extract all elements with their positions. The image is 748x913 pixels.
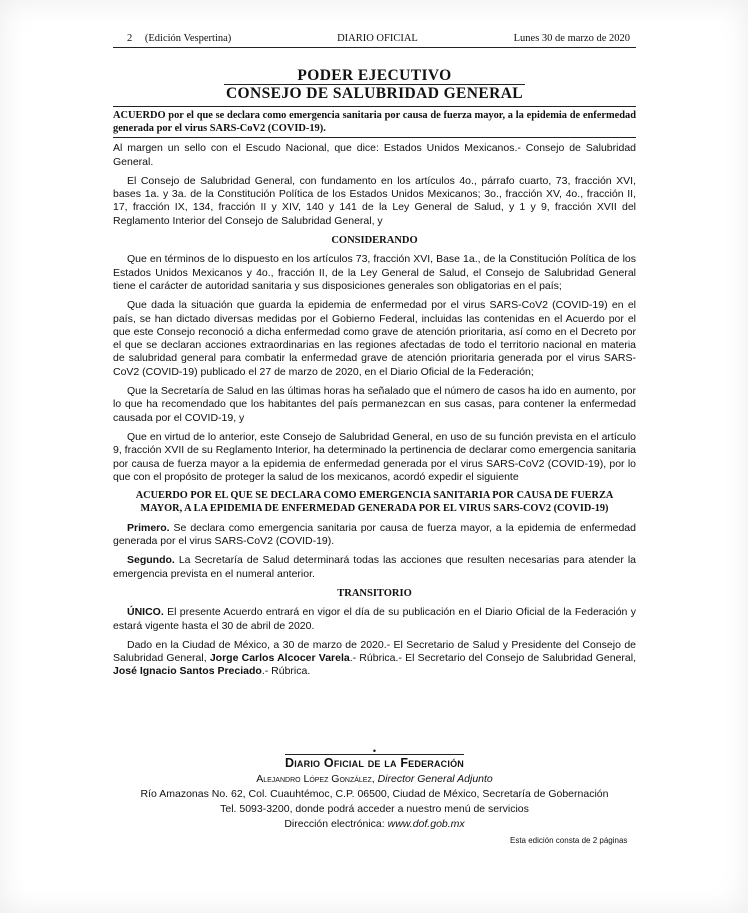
edition-label: (Edición Vespertina): [144, 33, 232, 44]
considerando-paragraph: Que en términos de lo dispuesto en los artículos 73, fracción XVI, Base 1a., de la Constitución Política de los Estados Unidos Mexicanos y 4o., fracción II, de la Ley General de Salud, el Consejo de Salubridad General tiene el carácter de autoridad sanitaria y sus disposiciones generales son obligatorias en el país;: [113, 253, 636, 292]
acuerdo-heading: ACUERDO POR EL QUE SE DECLARA COMO EMERGENCIA SANITARIA POR CAUSA DE FUERZA MAYOR, A LA EPIDEMIA DE ENFERMEDAD GENERADA POR EL VIRUS SARS-COV2 (COVID-19): [135, 490, 614, 514]
email-line: Dirección electrónica: www.dof.gob.mx: [284, 818, 465, 830]
bullet-dot: •: [372, 746, 377, 756]
phone-line: Tel. 5093-3200, donde podrá acceder a nuestro menú de servicios: [220, 803, 529, 815]
signatory-name: Jorge Carlos Alcocer Varela: [209, 652, 350, 665]
document-page: [113, 32, 636, 679]
branch-title: PODER EJECUTIVO: [297, 67, 452, 85]
transitorio-heading: TRANSITORIO: [337, 587, 412, 599]
edition-note: Esta edición consta de 2 páginas: [510, 836, 628, 845]
dof-footer: [113, 748, 636, 832]
signature-paragraph: Dado en la Ciudad de México, a 30 de marzo de 2020.- El Secretario de Salud y Presidente del Consejo de Salubridad General, Jorge Carlos Alcocer Varela.- Rúbrica.- El Secretario del Consejo de Salubridad General, José Ignacio Santos Preciado.- Rúbrica.: [113, 638, 636, 678]
preamble-paragraph: El Consejo de Salubridad General, con fundamento en los artículos 4o., párrafo cuarto, 73, fracción XVI, bases 1a. y 3a. de la Constitución Política de los Estados Unidos Mexicanos; 3o., fracción XV, 4o., fracción II, 17, fracción IX, 134, fracción II y XIV, 140 y 141 de la Ley General de Salud, y 1 y 9, fracción XVII del Reglamento Interior del Consejo de Salubridad General, y: [113, 174, 636, 227]
acuerdo-summary: ACUERDO por el que se declara como emergencia sanitaria por causa de fuerza mayor, a la epidemia de enfermedad generada por el virus SARS-CoV2 (COVID-19).: [113, 106, 636, 138]
considerando-paragraph: Que en virtud de lo anterior, este Consejo de Salubridad General, en uso de su función prevista en el artículo 9, fracción XVII de su Reglamento Interior, ha determinado la pertinencia de declarar como emergencia sanitaria por causa de fuerza mayor a la epidemia de enfermedad generada por el virus SARS-CoV2 (COVID-19), por lo que con el propósito de proteger la salud de los mexicanos, acordó expedir el siguiente: [113, 430, 636, 483]
considerando-paragraph: Que la Secretaría de Salud en las últimas horas ha señalado que el número de casos ha ido en aumento, por lo que ha recomendado que los habitantes del país permanezcan en sus casas, para contener la enfermedad causada por el COVID-19, y: [113, 385, 636, 424]
article-first: [113, 522, 636, 549]
page-header: [113, 32, 636, 48]
article-text: Se declara como emergencia sanitaria por causa de fuerza mayor, a la epidemia de enfermedad generada por el virus SARS-CoV2 (COVID-19).: [113, 521, 636, 548]
page-number: 2: [127, 33, 133, 44]
signatory-name: José Ignacio Santos Preciado: [113, 665, 262, 678]
transitorio-paragraph: [113, 606, 636, 633]
address-line: Río Amazonas No. 62, Col. Cuauhtémoc, C.P. 06500, Ciudad de México, Secretaría de Gobernación: [140, 788, 609, 800]
considerando-heading: CONSIDERANDO: [331, 235, 418, 247]
newspaper-name: DIARIO OFICIAL: [337, 33, 418, 44]
director-line: [113, 772, 636, 787]
article-label: Primero.: [127, 521, 170, 534]
seal-paragraph: Al margen un sello con el Escudo Nacional, que dice: Estados Unidos Mexicanos.- Consejo de Salubridad General.: [113, 142, 636, 168]
article-text: La Secretaría de Salud determinará todas las acciones que resulten necesarias para atender la emergencia prevista en el numeral anterior.: [113, 554, 636, 580]
article-second: [113, 554, 636, 581]
director-name: Alejandro López González,: [256, 773, 375, 785]
issue-date: Lunes 30 de marzo de 2020: [513, 33, 630, 44]
dof-title: Diario Oficial de la Federación: [285, 756, 464, 770]
article-label: Segundo.: [127, 554, 175, 567]
director-role: Director General Adjunto: [377, 773, 493, 785]
website-link[interactable]: www.dof.gob.mx: [387, 818, 465, 830]
council-title: CONSEJO DE SALUBRIDAD GENERAL: [225, 85, 524, 103]
transitorio-label: ÚNICO.: [127, 606, 164, 619]
considerando-paragraph: Que dada la situación que guarda la epidemia de enfermedad por el virus SARS-CoV2 (COVID-19) en el país, se han dictado diversas medidas por el Gobierno Federal, incluidas las contenidas en el Acuerdo por el que este Consejo reconoció a dicha enfermedad como grave de atención prioritaria, así como en el Decreto por el que se declaran acciones extraordinarias en las regiones afectadas de todo el territorio nacional en materia de salubridad general para combatir la enfermedad grave de atención prioritaria generada por el virus SARS-CoV2 (COVID-19) publicado el 27 de marzo de 2020, en el Diario Oficial de la Federación;: [113, 299, 636, 378]
transitorio-text: El presente Acuerdo entrará en vigor el día de su publicación en el Diario Oficial de la Federación y estará vigente hasta el 30 de abril de 2020.: [113, 606, 636, 632]
